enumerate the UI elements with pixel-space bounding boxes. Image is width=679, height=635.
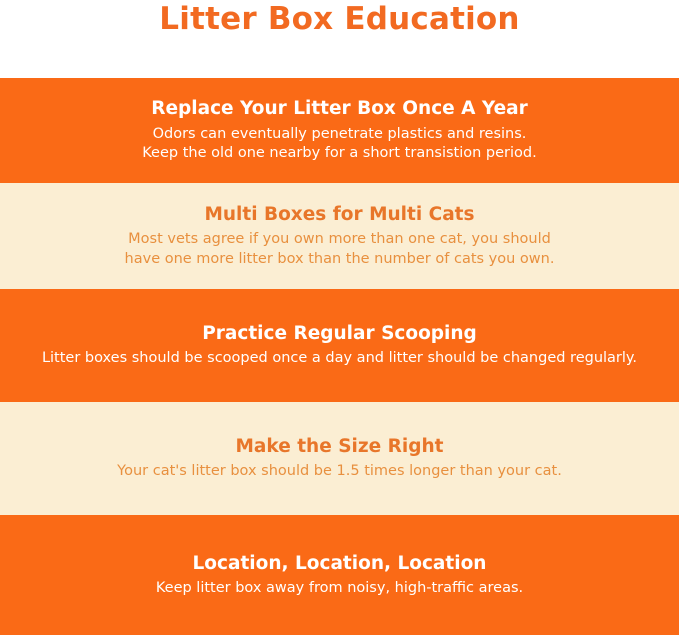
section-location [0, 515, 679, 635]
section-regular-scooping [0, 289, 679, 402]
section-heading: Replace Your Litter Box Once A Year [151, 98, 528, 120]
section-multi-boxes [0, 183, 679, 289]
section-line-2: have one more litter box than the number of cats you own. [124, 250, 555, 267]
section-line-1: Litter boxes should be scooped once a day and litter should be changed regularly. [41, 350, 638, 367]
section-heading: Make the Size Right [235, 436, 444, 458]
section-heading: Multi Boxes for Multi Cats [204, 203, 475, 225]
section-line-2: Keep the old one nearby for a short transistion period. [142, 145, 537, 162]
section-line-1: Most vets agree if you own more than one cat, you should [128, 231, 551, 247]
section-size-right [0, 402, 679, 515]
section-heading: Location, Location, Location [192, 552, 487, 574]
title-bar [0, 0, 679, 78]
section-heading: Practice Regular Scooping [202, 323, 477, 345]
section-line-1: Keep litter box away from noisy, high-traffic areas. [155, 579, 524, 596]
page-title: Litter Box Education [159, 1, 520, 37]
section-replace-litter-box [0, 78, 679, 183]
section-line-1: Your cat's litter box should be 1.5 times longer than your cat. [117, 463, 562, 480]
section-line-1: Odors can eventually penetrate plastics and resins. [152, 125, 527, 142]
